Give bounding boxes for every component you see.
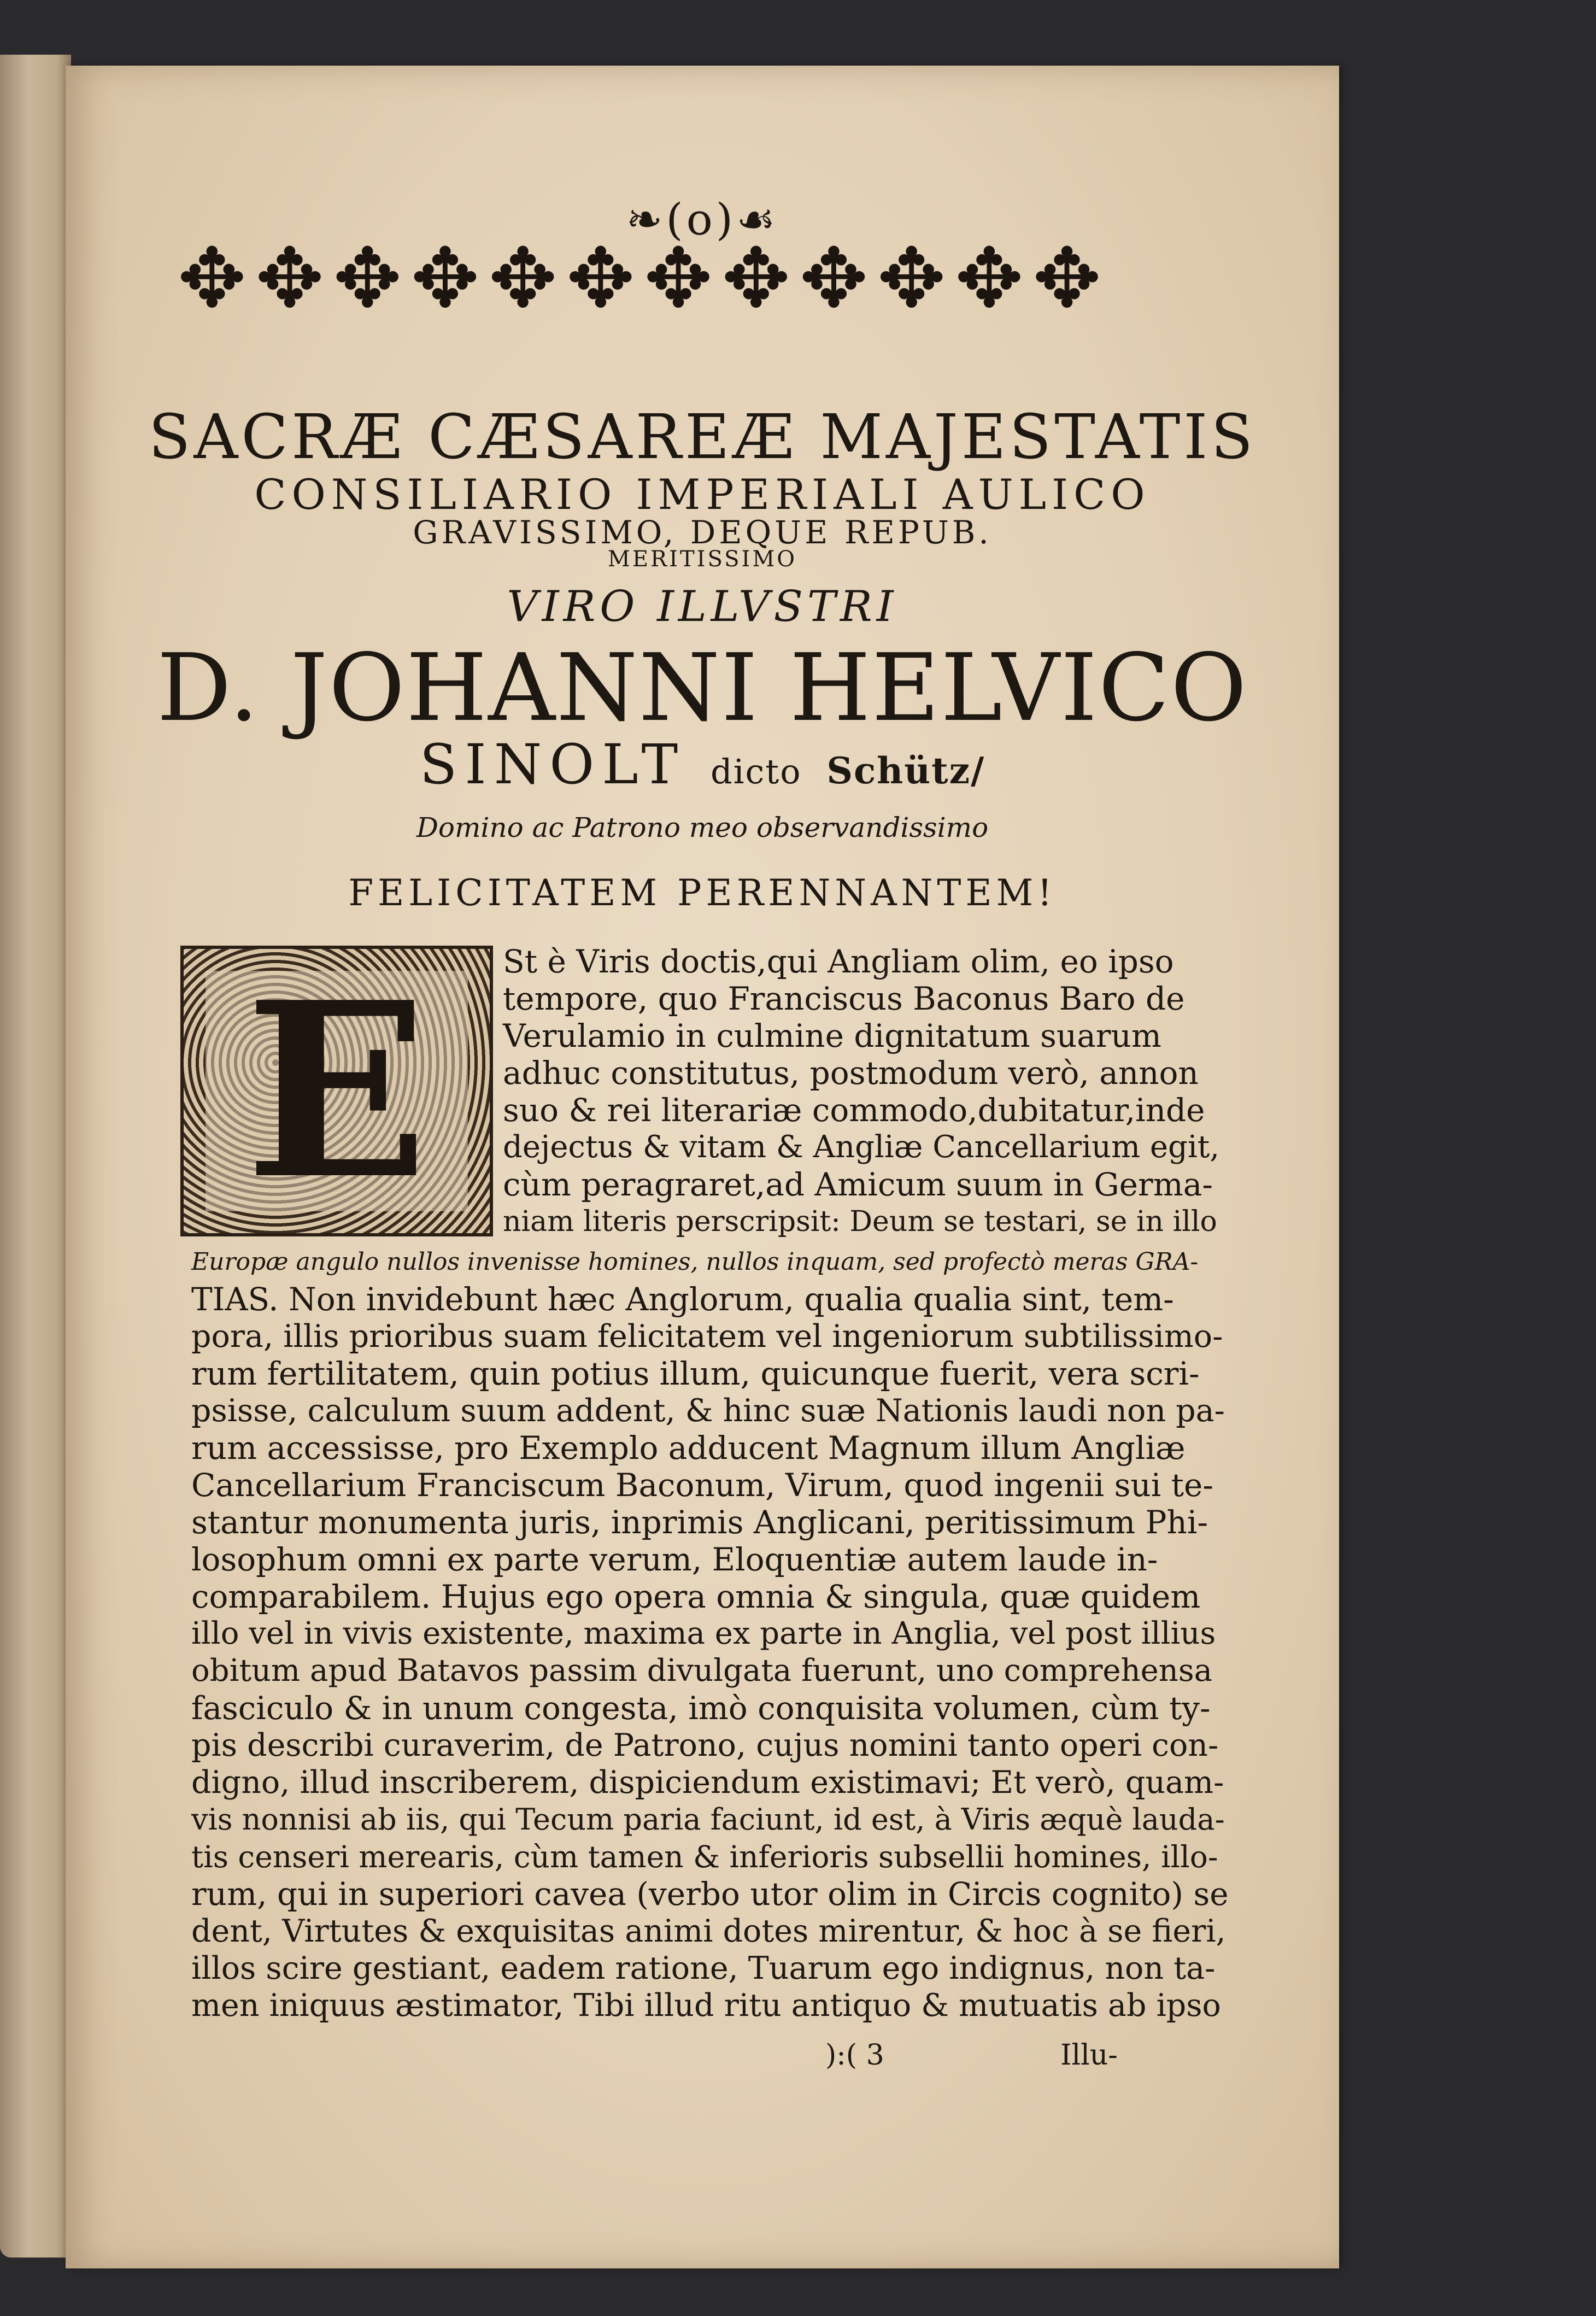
body-line: stantur monumenta juris, inprimis Anglicani, peritissimum Phi- (191, 1504, 1208, 1541)
body-line: losophum omni ex parte verum, Eloquentiæ autem laude in- (191, 1541, 1158, 1578)
body-line: Cancellarium Franciscum Baconum, Virum, quod ingenii sui te- (191, 1467, 1213, 1504)
fleuron-icon: ✥ (877, 231, 946, 326)
signature-mark: ):( 3 (825, 2039, 884, 2072)
body-line: illos scire gestiant, eadem ratione, Tuarum ego indignus, non ta- (191, 1950, 1216, 1986)
body-line: niam literis perscripsit: Deum se testari, se in illo (503, 1205, 1217, 1238)
body-line: pora, illis prioribus suam felicitatem vel ingeniorum subtilissimo- (191, 1318, 1223, 1355)
fleuron-icon: ✥ (178, 231, 247, 326)
body-line: pis describi curaverim, de Patrono, cujus nomini tanto operi con- (191, 1727, 1219, 1763)
fleuron-icon: ✥ (799, 231, 869, 326)
body-line: dent, Virtutes & exquisitas animi dotes mirentur, & hoc à se fieri, (191, 1913, 1226, 1949)
body-line: tis censeri merearis, cùm tamen & inferioris subsellii homines, illo- (191, 1839, 1218, 1874)
fleuron-icon: ✥ (255, 231, 324, 326)
catchword: Illu- (1060, 2039, 1118, 2072)
body-line: adhuc constitutus, postmodum verò, annon (503, 1054, 1199, 1092)
body-line: fasciculo & in unum congesta, imò conquisita volumen, cùm ty- (191, 1690, 1211, 1727)
dedicatee-name: D. JOHANNI HELVICO (157, 634, 1248, 742)
left-page-edge (0, 55, 71, 2258)
body-line: vis nonnisi ab iis, qui Tecum paria faciunt, id est, à Viris æquè lauda- (191, 1802, 1225, 1837)
initial-letter: E (206, 971, 468, 1211)
title-line-3: GRAVISSIMO, DEQUE REPUB. (413, 514, 992, 551)
body-line: obitum apud Batavos passim divulgata fuerunt, uno comprehensa (191, 1653, 1212, 1688)
body-line: Verulamio in culmine dignitatum suarum (503, 1017, 1161, 1054)
fleuron-icon: ✥ (721, 231, 791, 326)
body-line: cùm peragraret,ad Amicum suum in Germa- (503, 1166, 1213, 1203)
body-line: illo vel in vivis existente, maxima ex parte in Anglia, vel post illius (191, 1616, 1216, 1651)
body-line: psisse, calculum suum addent, & hinc suæ Nationis laudi non pa- (191, 1393, 1225, 1429)
fleuron-icon: ✥ (488, 231, 558, 326)
fleuron-band (178, 230, 1101, 328)
body-line: comparabilem. Hujus ego opera omnia & singula, quæ quidem (191, 1578, 1201, 1615)
body-line: St è Viris doctis,qui Angliam olim, eo ipso (503, 943, 1174, 980)
decorated-initial (180, 946, 493, 1236)
salutation: FELICITATEM PERENNANTEM! (348, 872, 1057, 914)
title-line-5: VIRO ILLVSTRI (507, 582, 898, 631)
body-line: tempore, quo Franciscus Baconus Baro de (503, 980, 1185, 1017)
body-line: digno, illud inscriberem, dispiciendum existimavi; Et verò, quam- (191, 1764, 1224, 1801)
title-line-4: MERITISSIMO (607, 547, 797, 572)
top-ornament: ❧(o)☙ (626, 194, 779, 245)
body-line: Europæ angulo nullos invenisse homines, nullos inquam, sed profectò meras GRA- (191, 1248, 1199, 1276)
fleuron-icon: ✥ (955, 231, 1024, 326)
body-line: dejectus & vitam & Angliæ Cancellarium egit, (503, 1129, 1220, 1165)
fleuron-icon: ✥ (1032, 231, 1101, 326)
surname: SINOLT (419, 732, 686, 796)
fleuron-icon: ✥ (410, 231, 480, 326)
body-line: suo & rei literariæ commodo,dubitatur,inde (503, 1092, 1205, 1129)
schutz-word: Schütz/ (826, 749, 985, 792)
body-line: rum, qui in superiori cavea (verbo utor olim in Circis cognito) se (191, 1875, 1229, 1913)
dicto-word: dicto (711, 752, 802, 791)
dedication-line: Domino ac Patrono meo observandissimo (416, 812, 989, 843)
body-line: TIAS. Non invidebunt hæc Anglorum, qualia qualia sint, tem- (191, 1281, 1174, 1318)
fleuron-icon: ✥ (333, 231, 402, 326)
title-line-1: SACRÆ CÆSAREÆ MAJESTATIS (148, 402, 1257, 473)
book-page (66, 66, 1339, 2268)
body-line: rum accessisse, pro Exemplo adducent Magnum illum Angliæ (191, 1429, 1186, 1467)
fleuron-icon: ✥ (644, 231, 713, 326)
dedicatee-surname (66, 732, 1339, 796)
body-line: rum fertilitatem, quin potius illum, quicunque fuerit, vera scri- (191, 1355, 1200, 1392)
body-line: men iniquus æstimator, Tibi illud ritu antiquo & mutuatis ab ipso (191, 1987, 1221, 2024)
title-line-2: CONSILIARIO IMPERIALI AULICO (254, 470, 1151, 519)
fleuron-icon: ✥ (566, 231, 635, 326)
